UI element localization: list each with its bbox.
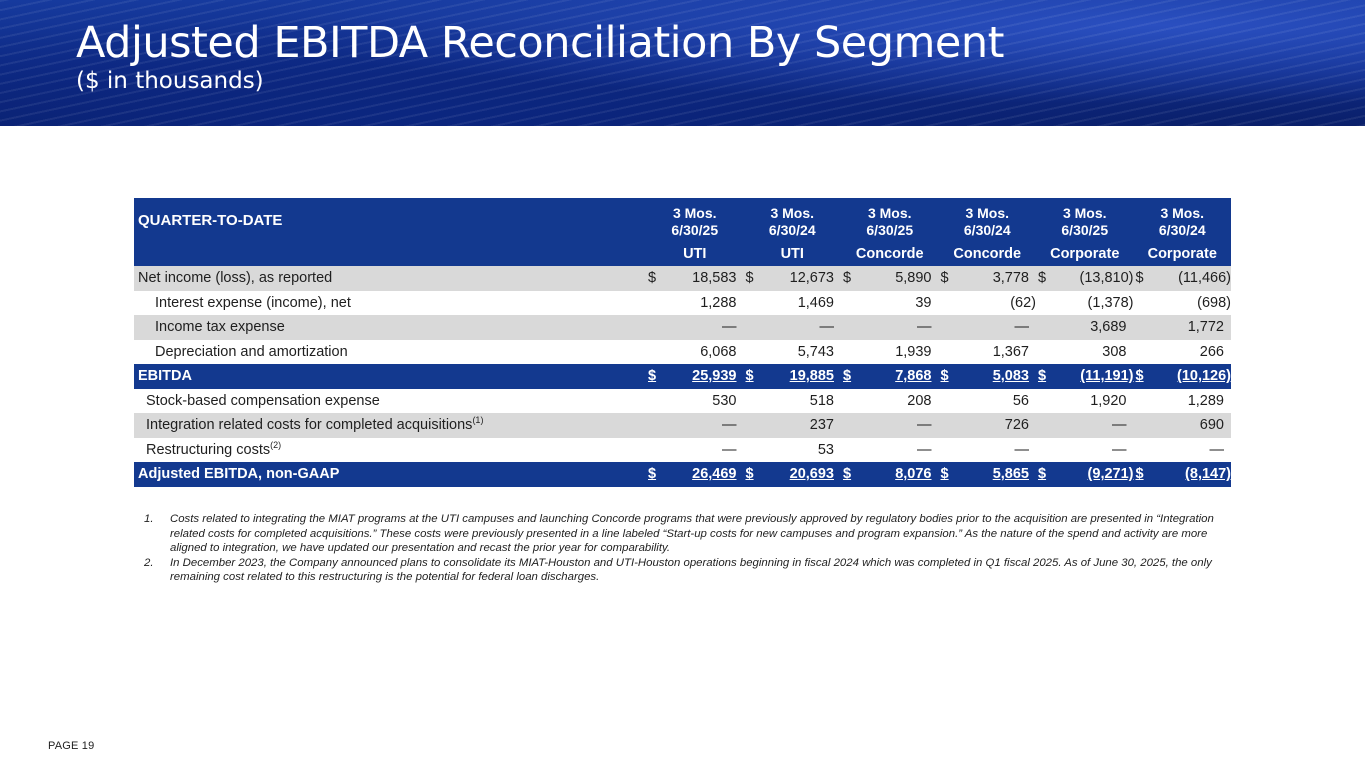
cell-value: 3,778 (992, 270, 1029, 287)
value-cell (646, 413, 744, 438)
value-cell (939, 438, 1037, 463)
cell-value: (698) (1197, 294, 1231, 311)
value-cell (1036, 462, 1134, 487)
cell-value: 1,920 (1090, 392, 1127, 409)
row-label-text: Depreciation and amortization (155, 343, 348, 360)
cell-value: — (1112, 417, 1127, 434)
period-line1: 3 Mos. (672, 205, 717, 221)
column-period (744, 198, 842, 242)
value-cell (1134, 291, 1232, 316)
cell-value: — (819, 319, 834, 336)
value-cell (744, 389, 842, 414)
value-cell (841, 340, 939, 365)
header-banner (0, 0, 1365, 126)
value-cell (1134, 266, 1232, 291)
currency-symbol: $ (648, 466, 657, 483)
currency-symbol: $ (1135, 270, 1144, 287)
value-cell (841, 438, 939, 463)
currency-symbol: $ (843, 368, 852, 385)
cell-value: (9,271) (1087, 466, 1134, 483)
currency-symbol: $ (648, 368, 657, 385)
cell-value: 6,068 (700, 343, 737, 360)
footnote-text: In December 2023, the Company announced plans to consolidate its MIAT-Houston and UTI-Houston operations beginning in fiscal 2024 which was completed in Q1 fiscal 2025. As of June 30, 2025, the only remaining cost related to this restructuring is the potential for federal loan discharges. (170, 556, 1212, 583)
cell-value: — (722, 319, 737, 336)
column-segment: Corporate (1036, 242, 1134, 266)
row-label-text: Adjusted EBITDA, non-GAAP (138, 466, 340, 483)
cell-value: 7,868 (895, 368, 932, 385)
row-label (134, 291, 646, 316)
period-line1: 3 Mos. (1160, 205, 1205, 221)
table-row (134, 364, 1231, 389)
column-segment: Concorde (939, 242, 1037, 266)
period-line2: 6/30/24 (1158, 222, 1206, 238)
period-line1: 3 Mos. (1062, 205, 1107, 221)
cell-value: — (917, 319, 932, 336)
cell-value: (8,147) (1185, 466, 1231, 483)
cell-value: 1,772 (1187, 319, 1224, 336)
cell-value: 530 (712, 392, 737, 409)
value-cell (744, 340, 842, 365)
table-header-row-periods (134, 198, 1231, 242)
period-line2: 6/30/25 (1061, 222, 1109, 238)
cell-value: — (1112, 441, 1127, 458)
value-cell (841, 364, 939, 389)
value-cell (1036, 438, 1134, 463)
ebitda-reconciliation-table (134, 198, 1231, 487)
row-label (134, 315, 646, 340)
currency-symbol: $ (1038, 368, 1047, 385)
cell-value: 5,890 (895, 270, 932, 287)
value-cell (744, 291, 842, 316)
cell-value: 3,689 (1090, 319, 1127, 336)
table-row (134, 438, 1231, 463)
value-cell (744, 266, 842, 291)
cell-value: (11,191) (1080, 368, 1134, 385)
row-label-text: Integration related costs for completed acquisitions (146, 417, 473, 434)
row-label (134, 266, 646, 291)
footnote-number: 1. (144, 513, 154, 525)
footnote (144, 512, 1244, 556)
value-cell (646, 266, 744, 291)
table-row (134, 315, 1231, 340)
row-label-text: Stock-based compensation expense (146, 392, 380, 409)
column-period (1134, 198, 1232, 242)
value-cell (841, 462, 939, 487)
table-row (134, 413, 1231, 438)
value-cell (744, 438, 842, 463)
table-row (134, 291, 1231, 316)
value-cell (1036, 340, 1134, 365)
footnote-ref: (1) (472, 415, 484, 426)
value-cell (1134, 462, 1232, 487)
value-cell (841, 389, 939, 414)
column-segment: Concorde (841, 242, 939, 266)
cell-value: 726 (1004, 417, 1029, 434)
currency-symbol: $ (745, 466, 754, 483)
table-row (134, 462, 1231, 487)
cell-value: 12,673 (789, 270, 834, 287)
row-label (134, 462, 646, 487)
cell-value: 56 (1012, 392, 1029, 409)
table-header-row-segments (134, 242, 1231, 266)
cell-value: 1,939 (895, 343, 932, 360)
currency-symbol: $ (648, 270, 657, 287)
currency-symbol: $ (940, 466, 949, 483)
value-cell (1036, 389, 1134, 414)
value-cell (939, 340, 1037, 365)
value-cell (1134, 389, 1232, 414)
cell-value: 25,939 (692, 368, 737, 385)
cell-value: 690 (1199, 417, 1224, 434)
row-label (134, 340, 646, 365)
cell-value: 266 (1199, 343, 1224, 360)
cell-value: 53 (817, 441, 834, 458)
cell-value: — (722, 441, 737, 458)
value-cell (744, 462, 842, 487)
cell-value: 1,469 (797, 294, 834, 311)
column-period (939, 198, 1037, 242)
value-cell (1134, 413, 1232, 438)
cell-value: 308 (1102, 343, 1127, 360)
value-cell (646, 462, 744, 487)
cell-value: 518 (809, 392, 834, 409)
cell-value: (13,810) (1079, 270, 1134, 287)
value-cell (1134, 364, 1232, 389)
cell-value: (10,126) (1176, 368, 1231, 385)
value-cell (939, 462, 1037, 487)
row-label-text: Interest expense (income), net (155, 294, 351, 311)
cell-value: 19,885 (789, 368, 834, 385)
value-cell (841, 315, 939, 340)
page-number: PAGE 19 (48, 740, 95, 752)
currency-symbol: $ (1038, 466, 1047, 483)
table-row (134, 340, 1231, 365)
value-cell (744, 315, 842, 340)
page-subtitle: ($ in thousands) (76, 68, 264, 94)
currency-symbol: $ (843, 270, 852, 287)
value-cell (646, 291, 744, 316)
cell-value: 20,693 (789, 466, 834, 483)
row-label-text: EBITDA (138, 368, 192, 385)
currency-symbol: $ (940, 368, 949, 385)
column-period (646, 198, 744, 242)
table-row (134, 266, 1231, 291)
period-line2: 6/30/24 (768, 222, 816, 238)
column-segment: UTI (646, 242, 744, 266)
cell-value: (62) (1010, 294, 1036, 311)
cell-value: 1,289 (1187, 392, 1224, 409)
table-body (134, 266, 1231, 487)
value-cell (646, 389, 744, 414)
cell-value: — (917, 441, 932, 458)
currency-symbol: $ (1135, 368, 1144, 385)
currency-symbol: $ (843, 466, 852, 483)
row-label (134, 438, 646, 463)
cell-value: — (1209, 441, 1224, 458)
row-label-text: Net income (loss), as reported (138, 270, 333, 287)
cell-value: 39 (915, 294, 932, 311)
currency-symbol: $ (745, 270, 754, 287)
value-cell (646, 315, 744, 340)
value-cell (939, 291, 1037, 316)
cell-value: (11,466) (1178, 270, 1231, 287)
value-cell (1036, 291, 1134, 316)
column-period (1036, 198, 1134, 242)
cell-value: 18,583 (692, 270, 737, 287)
value-cell (939, 315, 1037, 340)
row-label-text: Income tax expense (155, 319, 285, 336)
cell-value: 1,288 (700, 294, 737, 311)
footnote-text: Costs related to integrating the MIAT programs at the UTI campuses and launching Concorde programs that were previously approved by regulatory bodies prior to the acquisition are presented in “Integration related costs for completed acquisitions.” These costs were previously presented in a line labeled “Start-up costs for new campuses and program expansion.” As the nature of the spend and activity are more aligned to integration, we have updated our presentation and recast the prior year for comparability. (170, 513, 1214, 554)
value-cell (841, 413, 939, 438)
footnote-ref: (2) (270, 439, 282, 450)
cell-value: 26,469 (692, 466, 737, 483)
table-row (134, 389, 1231, 414)
value-cell (939, 364, 1037, 389)
value-cell (1036, 364, 1134, 389)
column-period (841, 198, 939, 242)
period-line2: 6/30/25 (866, 222, 914, 238)
value-cell (1134, 340, 1232, 365)
value-cell (646, 340, 744, 365)
page-title: Adjusted EBITDA Reconciliation By Segment (76, 18, 1004, 68)
period-line1: 3 Mos. (965, 205, 1010, 221)
value-cell (1036, 266, 1134, 291)
row-label-text: Restructuring costs (146, 441, 271, 458)
value-cell (841, 291, 939, 316)
period-line2: 6/30/24 (963, 222, 1011, 238)
cell-value: 237 (809, 417, 834, 434)
value-cell (939, 389, 1037, 414)
column-segment: Corporate (1134, 242, 1232, 266)
value-cell (646, 438, 744, 463)
row-label (134, 389, 646, 414)
currency-symbol: $ (745, 368, 754, 385)
footnotes (144, 512, 1244, 585)
cell-value: — (1014, 319, 1029, 336)
value-cell (1134, 438, 1232, 463)
header-spacer (134, 242, 646, 266)
value-cell (744, 364, 842, 389)
section-label: QUARTER-TO-DATE (134, 198, 646, 242)
cell-value: 5,083 (992, 368, 1029, 385)
cell-value: 8,076 (895, 466, 932, 483)
cell-value: 208 (907, 392, 932, 409)
period-line1: 3 Mos. (867, 205, 912, 221)
cell-value: — (1014, 441, 1029, 458)
row-label (134, 413, 646, 438)
value-cell (1036, 315, 1134, 340)
cell-value: 5,743 (797, 343, 834, 360)
footnote-number: 2. (144, 556, 154, 569)
value-cell (646, 364, 744, 389)
value-cell (939, 413, 1037, 438)
currency-symbol: $ (1135, 466, 1144, 483)
period-line1: 3 Mos. (770, 205, 815, 221)
value-cell (744, 413, 842, 438)
footnote (144, 556, 1244, 585)
cell-value: 5,865 (992, 466, 1029, 483)
cell-value: — (722, 417, 737, 434)
cell-value: (1,378) (1087, 294, 1134, 311)
value-cell (841, 266, 939, 291)
currency-symbol: $ (1038, 270, 1047, 287)
currency-symbol: $ (940, 270, 949, 287)
column-segment: UTI (744, 242, 842, 266)
row-label (134, 364, 646, 389)
cell-value: — (917, 417, 932, 434)
cell-value: 1,367 (992, 343, 1029, 360)
value-cell (1134, 315, 1232, 340)
value-cell (1036, 413, 1134, 438)
value-cell (939, 266, 1037, 291)
period-line2: 6/30/25 (671, 222, 719, 238)
